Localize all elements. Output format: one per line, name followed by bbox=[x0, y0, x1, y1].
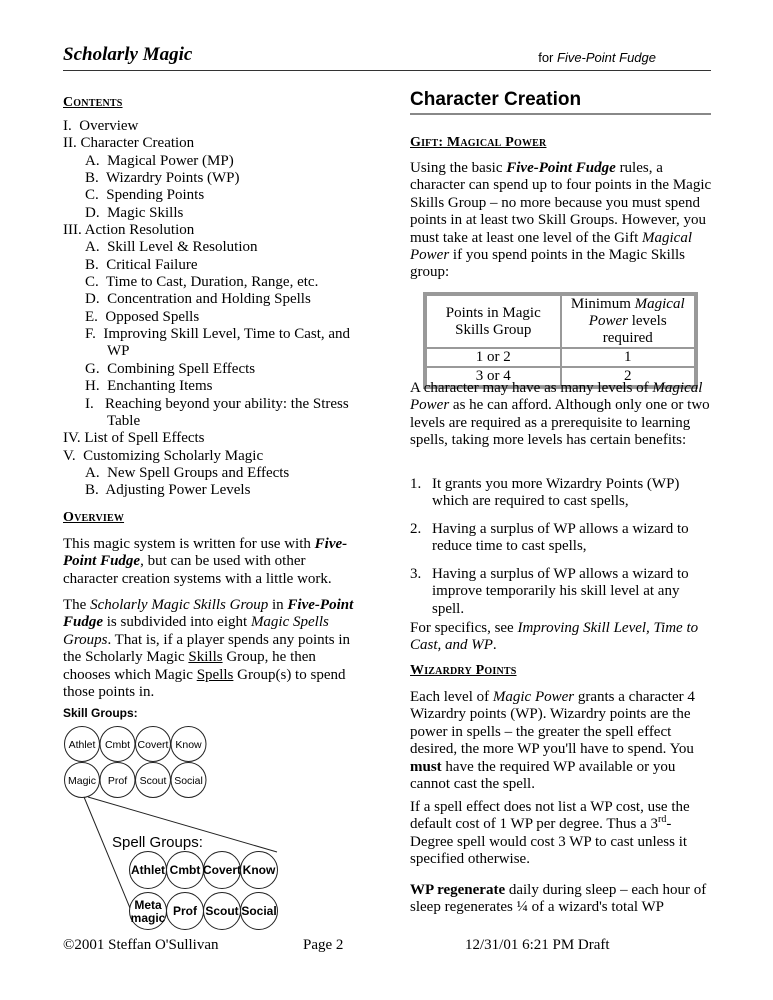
toc-item: D. Concentration and Holding Spells bbox=[85, 291, 311, 308]
text-run: levels required bbox=[602, 313, 667, 346]
skill-groups-label: Skill Groups: bbox=[63, 706, 138, 720]
text-run: Spells bbox=[196, 666, 234, 683]
footer-page-number: Page 2 bbox=[303, 937, 344, 953]
text-run: For specifics, see bbox=[410, 620, 518, 636]
subtitle-prefix: for bbox=[538, 50, 557, 65]
gift-paragraph bbox=[410, 160, 712, 282]
list-text: Having a surplus of WP allows a wizard to reduce time to cast spells, bbox=[432, 521, 689, 555]
text-run: in bbox=[268, 597, 288, 613]
toc-item: B. Wizardry Points (WP) bbox=[85, 170, 240, 187]
subtitle-game-name: Five-Point Fudge bbox=[557, 50, 656, 65]
text-run: rules, a character can spend up to four points in the Magic Skills Group – no more because you must spend points in at least two Skill Groups. However, you must take at least one level of the Gift bbox=[410, 160, 712, 246]
spell-groups-label: Spell Groups: bbox=[112, 834, 203, 851]
toc-item: I. Overview bbox=[63, 118, 139, 134]
toc-item: C. Time to Cast, Duration, Range, etc. bbox=[85, 274, 319, 291]
text-run: Magic Power bbox=[492, 689, 575, 705]
table-row bbox=[426, 348, 695, 367]
toc-item: A. Magical Power (MP) bbox=[85, 152, 234, 169]
footer-draft-date: 12/31/01 6:21 PM Draft bbox=[465, 937, 610, 953]
toc-item: V. Customizing Scholarly Magic bbox=[63, 447, 264, 464]
skill-group-label: Prof bbox=[107, 775, 128, 787]
text-run: Magical Power bbox=[410, 229, 693, 264]
text-run: Magical Power bbox=[410, 380, 703, 414]
table-header-cell bbox=[426, 295, 561, 348]
footer-copyright: ©2001 Steffan O'Sullivan bbox=[63, 937, 219, 953]
text-run: have the required WP available or you cannot cast the spell. bbox=[410, 758, 676, 793]
spell-group-label: Scout bbox=[205, 904, 239, 918]
text-run: Five-Point Fudge bbox=[63, 597, 354, 631]
text-run: Minimum bbox=[570, 296, 635, 312]
expansion-line bbox=[84, 797, 130, 908]
toc-item: WP bbox=[107, 343, 130, 360]
skill-group-label: Know bbox=[175, 739, 202, 751]
text-run: . bbox=[492, 637, 497, 654]
wp-cost-paragraph bbox=[410, 799, 712, 869]
document-title: Scholarly Magic bbox=[63, 44, 193, 65]
list-number: 3. bbox=[410, 566, 422, 582]
text-run: Improving Skill Level, Time to Cast, and WP bbox=[410, 620, 699, 654]
list-text: Having a surplus of WP allows a wizard to improve temporarily his skill level at any spell. bbox=[432, 566, 689, 617]
skill-group-label: Cmbt bbox=[104, 739, 131, 751]
text-run: The bbox=[63, 597, 91, 613]
spell-group-label: Covert bbox=[202, 863, 242, 877]
toc-item: IV. List of Spell Effects bbox=[63, 430, 205, 447]
toc-item: B. Critical Failure bbox=[85, 256, 198, 273]
toc-item: E. Opposed Spells bbox=[85, 308, 200, 325]
spell-group-label: Social bbox=[241, 904, 277, 918]
text-run: Using the basic bbox=[410, 160, 507, 176]
toc-item: II. Character Creation bbox=[63, 135, 195, 152]
text-run: A character may have as many levels of bbox=[410, 380, 653, 396]
spell-group-label: Prof bbox=[173, 904, 197, 918]
text-run: , but can be used with other character creation systems with a little work. bbox=[63, 553, 332, 587]
table-cell: 3 or 4 bbox=[426, 367, 561, 386]
skill-group-label: Covert bbox=[137, 739, 169, 751]
text-run: Magic Spells Groups bbox=[63, 614, 329, 648]
table-header-row bbox=[426, 295, 695, 348]
text-run: This magic system is written for use with bbox=[63, 536, 315, 552]
text-run: Five-Point Fudge bbox=[506, 160, 616, 176]
text-run: Magical Power bbox=[588, 296, 685, 329]
table-header-cell bbox=[561, 295, 696, 348]
specifics-paragraph bbox=[410, 620, 712, 655]
toc-item: D. Magic Skills bbox=[85, 204, 184, 221]
skill-group-label: Scout bbox=[139, 775, 167, 787]
section-title: Character Creation bbox=[410, 89, 582, 110]
text-run: Group, he then chooses which Magic bbox=[63, 649, 316, 683]
section-rule bbox=[410, 113, 711, 115]
text-run: WP regenerate bbox=[410, 882, 506, 898]
wp-paragraph bbox=[410, 689, 712, 793]
text-run: is subdivided into eight bbox=[103, 614, 251, 631]
list-item bbox=[410, 521, 712, 556]
text-run: Points in Magic Skills Group bbox=[445, 304, 541, 338]
table-cell: 1 bbox=[561, 348, 696, 367]
toc-item: A. New Spell Groups and Effects bbox=[85, 464, 290, 481]
text-run: daily during sleep – each hour of sleep regenerates ¼ of a wizard's total WP bbox=[410, 882, 707, 916]
gift-heading: Gift: Magical Power bbox=[410, 135, 547, 150]
text-run: Scholarly Magic Skills Group bbox=[90, 597, 269, 613]
toc-item: G. Combining Spell Effects bbox=[85, 360, 256, 377]
toc-item: Table bbox=[107, 412, 141, 429]
toc-item: F. Improving Skill Level, Time to Cast, and bbox=[85, 326, 351, 343]
text-run: Each level of bbox=[410, 689, 493, 705]
magic-power-table bbox=[423, 292, 698, 389]
list-item bbox=[410, 566, 712, 618]
table-cell: 2 bbox=[561, 367, 696, 386]
spell-group-label: magic bbox=[130, 911, 166, 925]
list-number: 2. bbox=[410, 521, 422, 537]
skill-group-label: Magic bbox=[67, 775, 97, 787]
wp-regenerate-paragraph bbox=[410, 882, 712, 917]
levels-paragraph bbox=[410, 380, 712, 450]
text-run: Group(s) to spend those points in. bbox=[63, 666, 346, 701]
overview-heading: Overview bbox=[63, 510, 125, 525]
text-run: Skills bbox=[188, 649, 223, 666]
text-run: grants a character 4 Wizardry points (WP). Wizardry points are the power in spells – the greater the spell effect desired, the more WP you'll have to spend. You bbox=[410, 689, 695, 758]
contents-heading: Contents bbox=[63, 95, 123, 110]
wizardry-points-heading: Wizardry Points bbox=[410, 663, 517, 678]
spell-group-label: Athlet bbox=[131, 863, 165, 877]
toc-item: C. Spending Points bbox=[85, 187, 205, 204]
text-run: must bbox=[410, 758, 442, 775]
text-run: . That is, if a player spends any points in the Scholarly Magic bbox=[63, 631, 351, 666]
toc-item: III. Action Resolution bbox=[63, 222, 195, 239]
toc-item: H. Enchanting Items bbox=[85, 378, 213, 395]
spell-group-label: Meta bbox=[134, 898, 162, 912]
list-number: 1. bbox=[410, 476, 422, 492]
toc-item: I. Reaching beyond your ability: the Stress bbox=[85, 395, 349, 412]
spell-group-label: Cmbt bbox=[169, 863, 201, 877]
text-run: -Degree spell would cost 3 WP to cast unless it specified otherwise. bbox=[410, 816, 688, 868]
text-run: If a spell effect does not list a WP cost, use the default cost of 1 WP per degree. Thus a 3 bbox=[410, 799, 690, 833]
spell-group-label: Know bbox=[242, 863, 276, 877]
skill-group-label: Social bbox=[174, 775, 203, 787]
list-text: It grants you more Wizardry Points (WP) which are required to cast spells, bbox=[432, 476, 680, 510]
text-run: Five-Point Fudge bbox=[63, 536, 348, 570]
table-cell: 1 or 2 bbox=[426, 348, 561, 367]
text-run: rd bbox=[657, 814, 667, 826]
skill-group-label: Athlet bbox=[68, 739, 96, 751]
text-run: if you spend points in the Magic Skills group: bbox=[410, 247, 685, 281]
list-item bbox=[410, 476, 712, 511]
text-run: as he can afford. Although only one or two levels are required as a prerequisite to learning spells, taking more levels has certain benefits: bbox=[410, 397, 710, 449]
toc-item: A. Skill Level & Resolution bbox=[85, 239, 258, 256]
toc-item: B. Adjusting Power Levels bbox=[85, 482, 251, 499]
